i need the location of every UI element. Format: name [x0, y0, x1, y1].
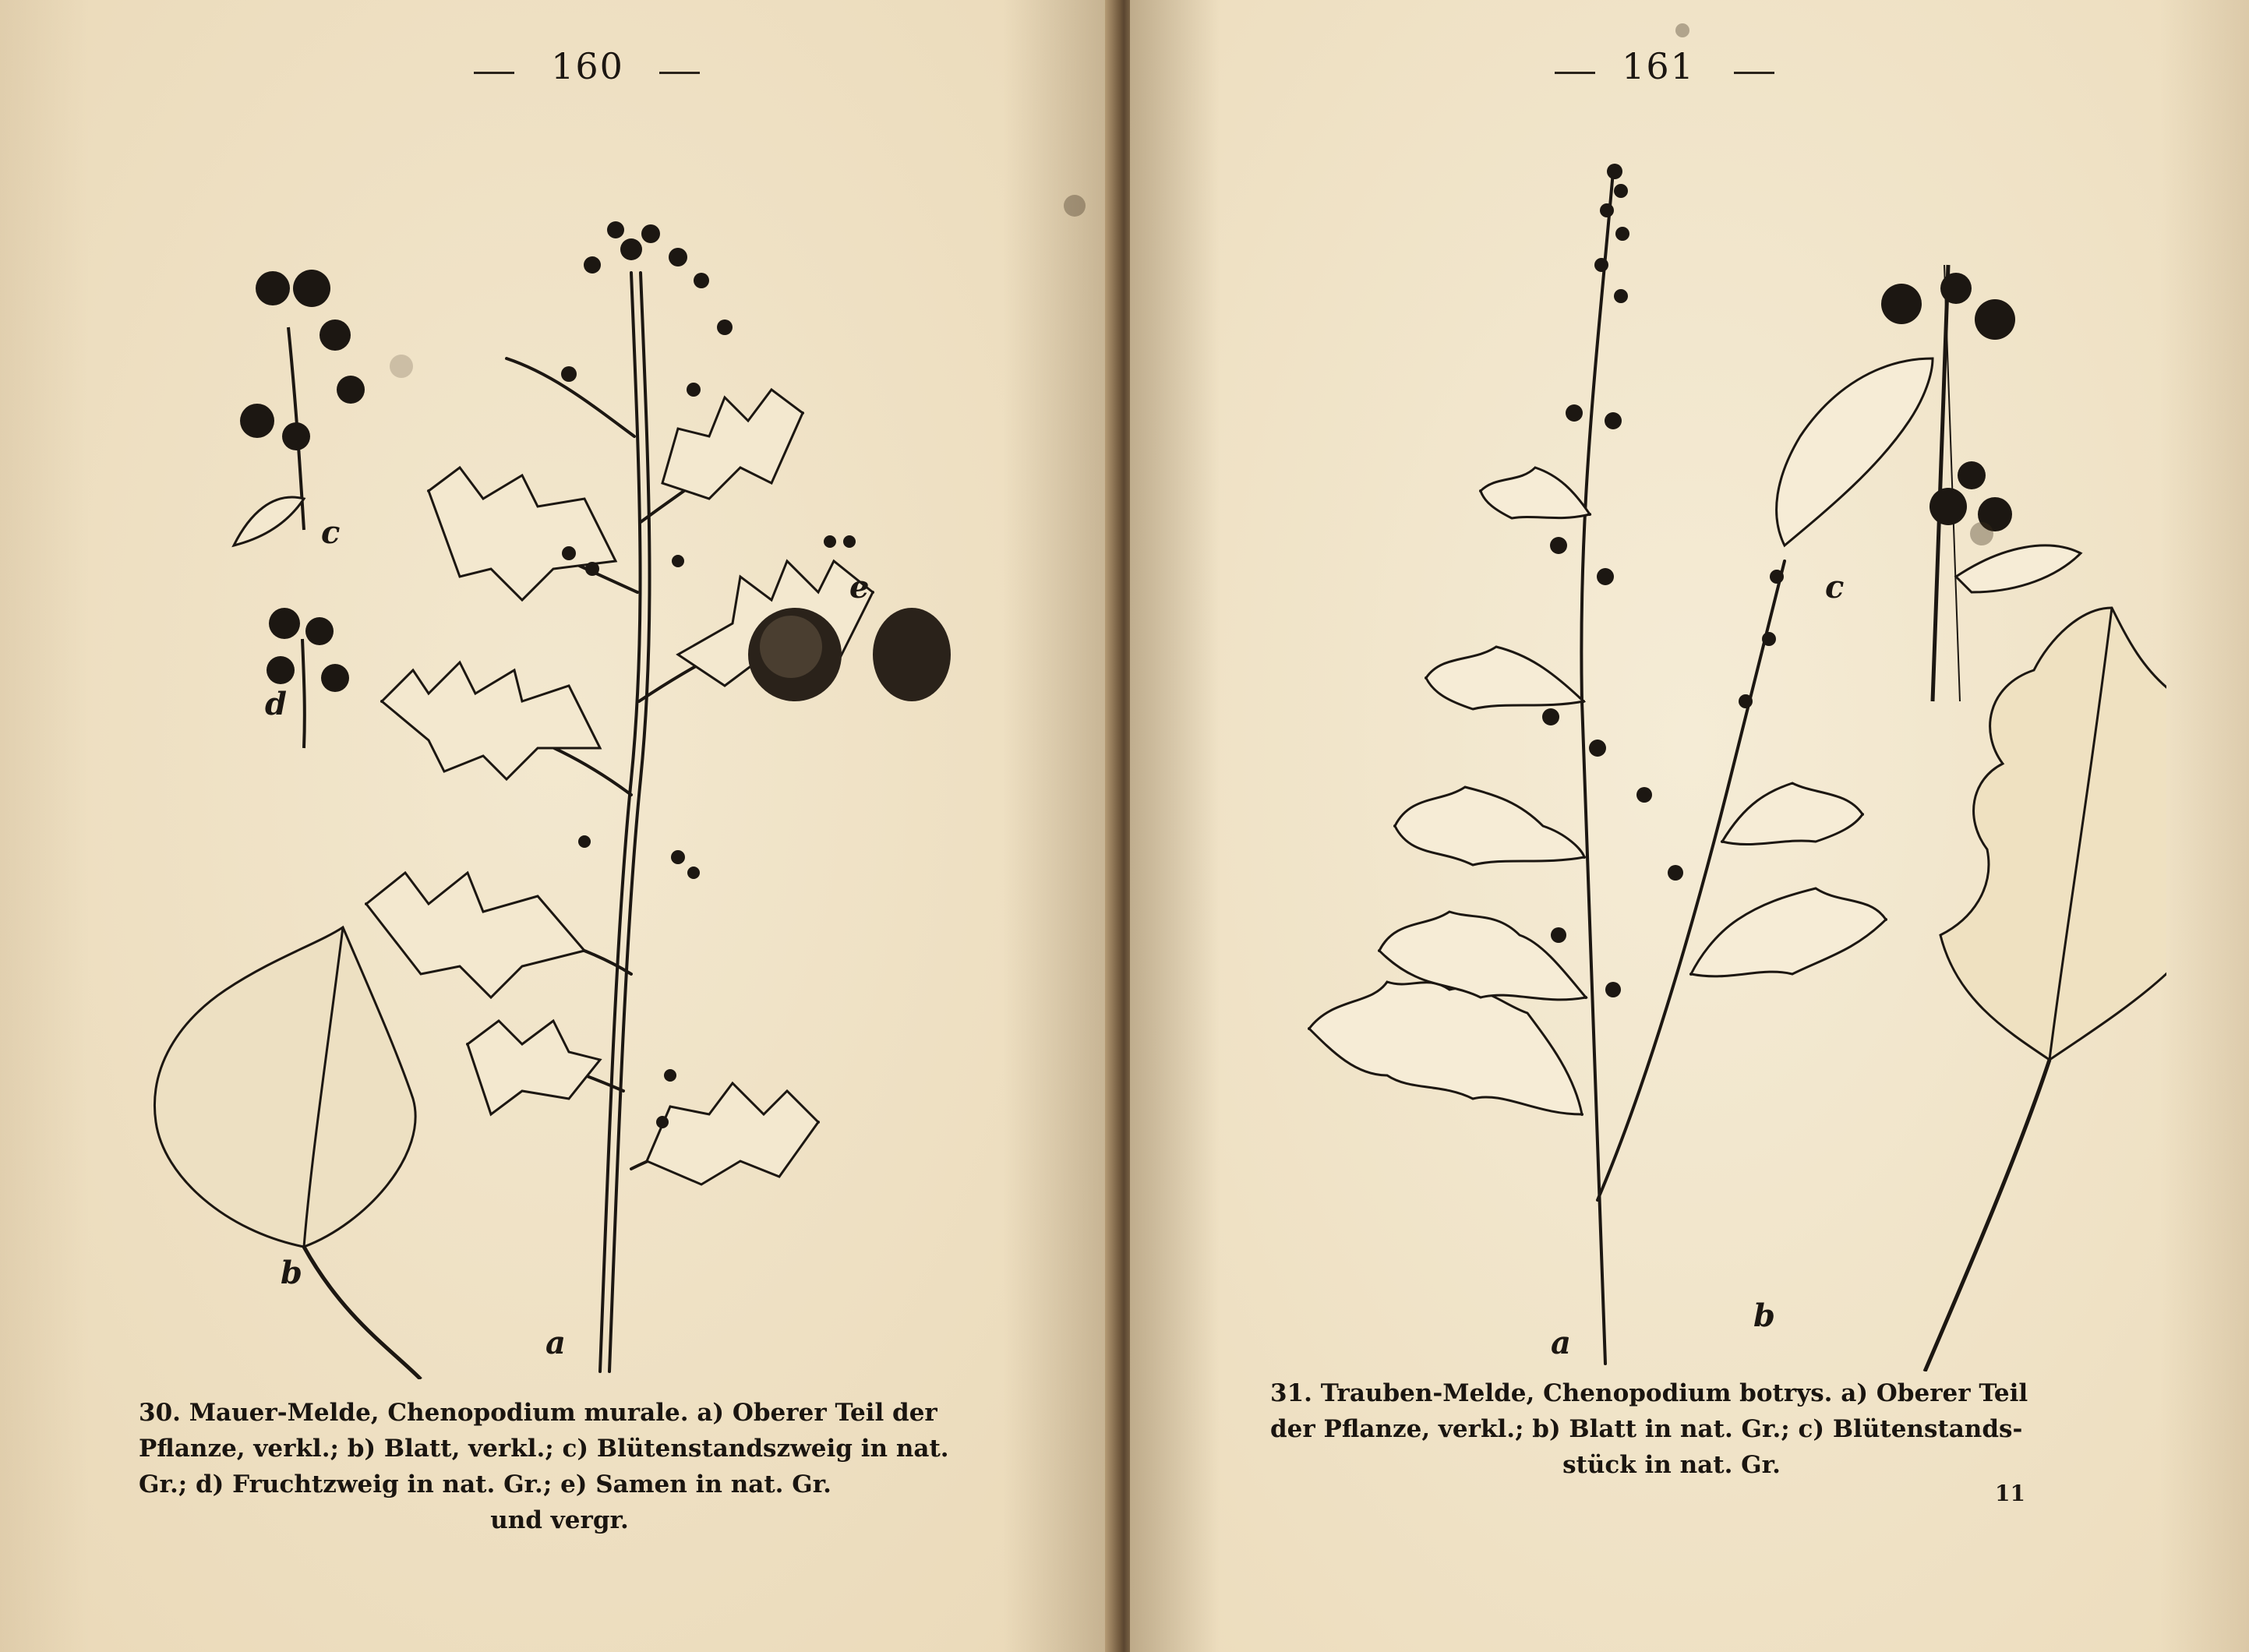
figure-label-a: a	[545, 1325, 566, 1361]
page-number-left: 160	[551, 45, 624, 87]
left-page	[0, 0, 1114, 1652]
caption-line-4: und vergr.	[490, 1506, 629, 1534]
figure-caption	[139, 1395, 980, 1538]
caption-line-1: 30. Mauer-Melde, Chenopodium murale. a) Oberer Teil der	[139, 1399, 937, 1427]
figure-label-e: e	[849, 569, 870, 605]
printer-signature: 11	[1995, 1481, 2025, 1506]
paper-stain	[1970, 522, 1993, 545]
figure-label-c: c	[321, 514, 341, 551]
figure-label-d: d	[265, 686, 287, 722]
caption-line-2: Pflanze, verkl.; b) Blatt, verkl.; c) Blütenstandszweig in nat.	[139, 1435, 949, 1463]
right-page	[1130, 0, 2249, 1652]
caption-line-3: Gr.; d) Fruchtzweig in nat. Gr.; e) Samen in nat. Gr.	[139, 1470, 831, 1498]
figure-label-b: b	[1753, 1297, 1775, 1334]
figure-caption	[1270, 1375, 2073, 1483]
page-number-dash-right	[1734, 72, 1774, 74]
chenopodium-botrys-illustration	[1270, 156, 2166, 1371]
caption-line-2: der Pflanze, verkl.; b) Blatt in nat. Gr.; c) Blütenstands-	[1270, 1415, 2023, 1443]
page-number-right: 161	[1622, 45, 1695, 87]
page-number-dash-right	[659, 72, 700, 74]
caption-line-1: 31. Trauben-Melde, Chenopodium botrys. a) Oberer Teil	[1270, 1379, 2028, 1407]
figure-label-a: a	[1551, 1325, 1571, 1361]
caption-line-3: stück in nat. Gr.	[1562, 1451, 1781, 1479]
paper-stain	[1064, 195, 1086, 217]
paper-stain	[1675, 23, 1689, 37]
paper-stain	[390, 355, 413, 378]
chenopodium-murale-illustration	[132, 156, 951, 1379]
figure-label-b: b	[281, 1255, 302, 1291]
figure-label-c: c	[1825, 569, 1845, 605]
